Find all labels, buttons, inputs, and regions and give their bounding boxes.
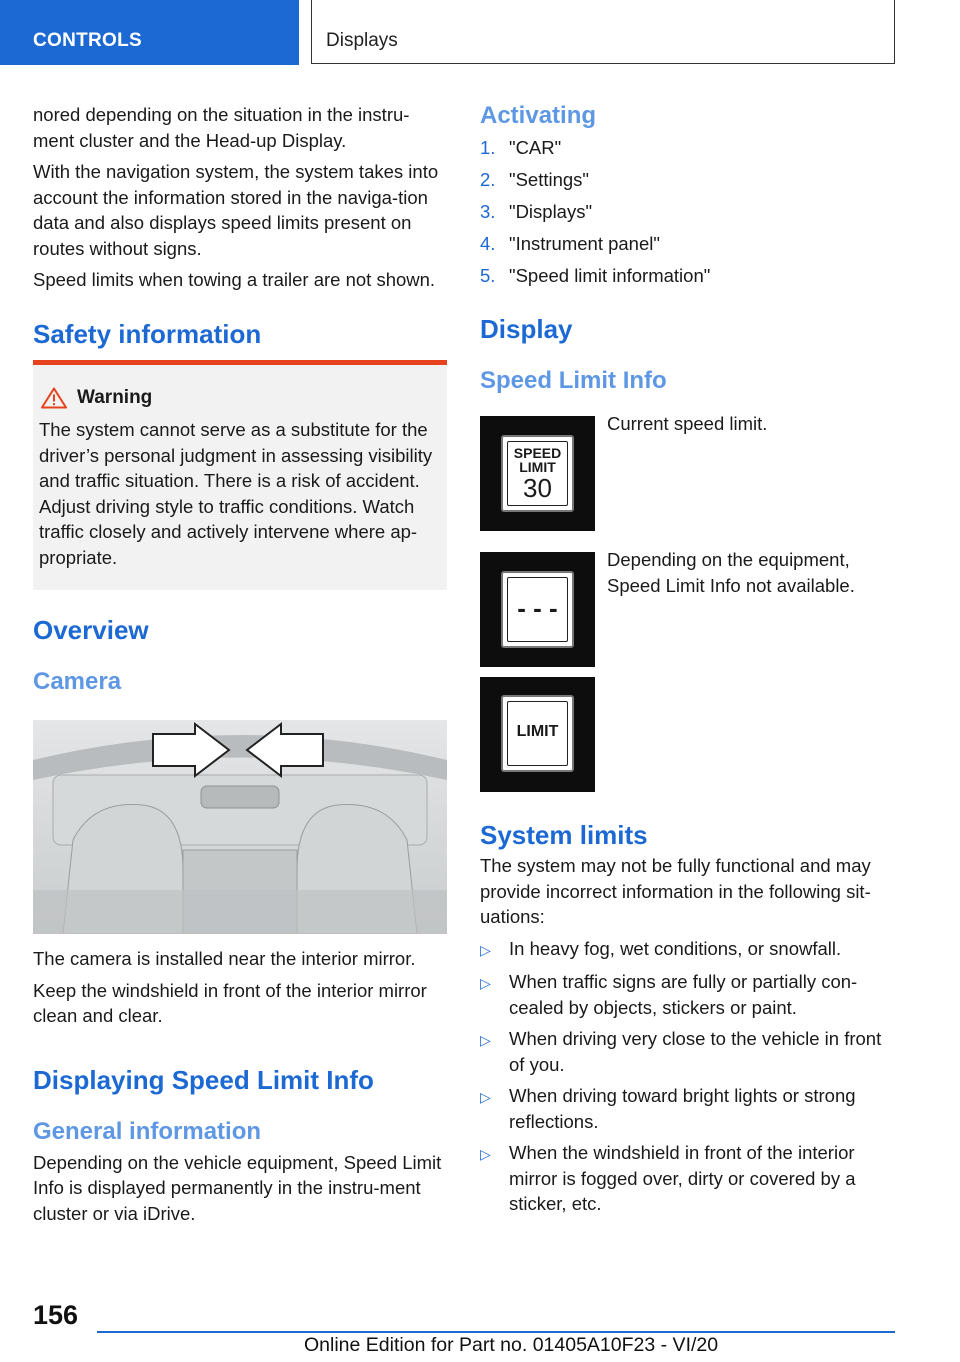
- speed-limit-info-heading: Speed Limit Info: [480, 367, 667, 394]
- header-chapter-tab: [311, 0, 895, 64]
- limit-item: ▷ When traffic signs are fully or partially con-cealed by objects, stickers or paint.: [480, 969, 896, 1020]
- left-column-lower: [33, 946, 447, 1226]
- footer-edition: Online Edition for Part no. 01405A10F23 - VI/20: [304, 1334, 719, 1356]
- intro-paragraph-1: nored depending on the situation in the instru-ment cluster and the Head-up Display.: [33, 104, 410, 151]
- camera-interior-illustration: [33, 720, 447, 934]
- general-information-paragraph: Depending on the vehicle equipment, Speed Limit Info is displayed permanently in the instru-ment cluster or via iDrive.: [33, 1151, 442, 1224]
- step-item: 4. "Instrument panel": [480, 233, 660, 254]
- system-limits-intro: The system may not be fully functional and may provide incorrect information in the following sit-uations:: [480, 855, 871, 927]
- bullet-arrow-icon: ▷: [480, 975, 491, 991]
- header-section-tab: [0, 0, 299, 65]
- general-information-heading: General information: [33, 1117, 262, 1145]
- intro-paragraph-3: Speed limits when towing a trailer are not shown.: [33, 269, 436, 290]
- warning-text: The system cannot serve as a substitute for the driver’s personal judgment in assessing visibility and traffic situation. There is a risk of accident. Adjust driving style to traffic conditions. Watch traffic closely and actively intervene where ap-propriate.: [39, 419, 433, 568]
- page-number: 156: [33, 1300, 79, 1330]
- overview-block: [33, 615, 447, 696]
- speed-limit-unavailable-icon: - - -: [480, 552, 595, 667]
- header-chapter-label: Displays: [326, 30, 398, 51]
- limit-item: ▷ When driving very close to the vehicle in front of you.: [480, 1026, 896, 1077]
- displaying-heading: Displaying Speed Limit Info: [33, 1064, 374, 1095]
- left-column-intro: [33, 102, 447, 350]
- bullet-arrow-icon: ▷: [480, 941, 491, 958]
- safety-heading: Safety information: [33, 318, 262, 349]
- system-limits-block: [480, 820, 896, 1223]
- limit-icon: LIMIT: [480, 677, 595, 792]
- warning-title: Warning: [77, 387, 153, 408]
- activating-steps: [480, 132, 896, 292]
- camera-paragraph-2: Keep the windshield in front of the interior mirror clean and clear.: [33, 979, 427, 1026]
- warning-title-row: [39, 387, 441, 409]
- system-limits-list: [480, 936, 896, 1217]
- step-item: 2. "Settings": [480, 169, 589, 190]
- bullet-arrow-icon: ▷: [480, 1032, 491, 1048]
- system-limits-heading: System limits: [480, 820, 648, 850]
- bullet-arrow-icon: ▷: [480, 1089, 491, 1105]
- display-heading: Display: [480, 314, 573, 344]
- icon1-description: Current speed limit.: [607, 413, 768, 434]
- bullet-arrow-icon: ▷: [480, 1146, 491, 1162]
- limit-item: ▷ In heavy fog, wet conditions, or snowfall.: [480, 936, 896, 964]
- step-item: 3. "Displays": [480, 201, 593, 222]
- warning-triangle-icon: [41, 387, 67, 409]
- speed-limit-30-icon: SPEED LIMIT 30: [480, 416, 595, 531]
- camera-heading: Camera: [33, 668, 122, 695]
- limit-item: ▷ When driving toward bright lights or strong reflections.: [480, 1083, 896, 1134]
- warning-box: [33, 360, 447, 590]
- right-column-top: [480, 102, 896, 395]
- overview-heading: Overview: [33, 615, 149, 645]
- footer-divider: [97, 1331, 895, 1333]
- step-item: 5. "Speed limit information": [480, 265, 711, 286]
- step-item: 1. "CAR": [480, 137, 562, 158]
- camera-paragraph-1: The camera is installed near the interior mirror.: [33, 948, 416, 969]
- activating-heading: Activating: [480, 102, 597, 129]
- header-section-label: CONTROLS: [33, 30, 143, 51]
- limit-item: ▷ When the windshield in front of the interior mirror is fogged over, dirty or covered by a sticker, etc.: [480, 1140, 896, 1217]
- icon2-description: Depending on the equipment, Speed Limit Info not available.: [607, 549, 855, 596]
- intro-paragraph-2: With the navigation system, the system takes into account the information stored in the naviga-tion data and also displays speed limits present on routes without signs.: [33, 161, 439, 259]
